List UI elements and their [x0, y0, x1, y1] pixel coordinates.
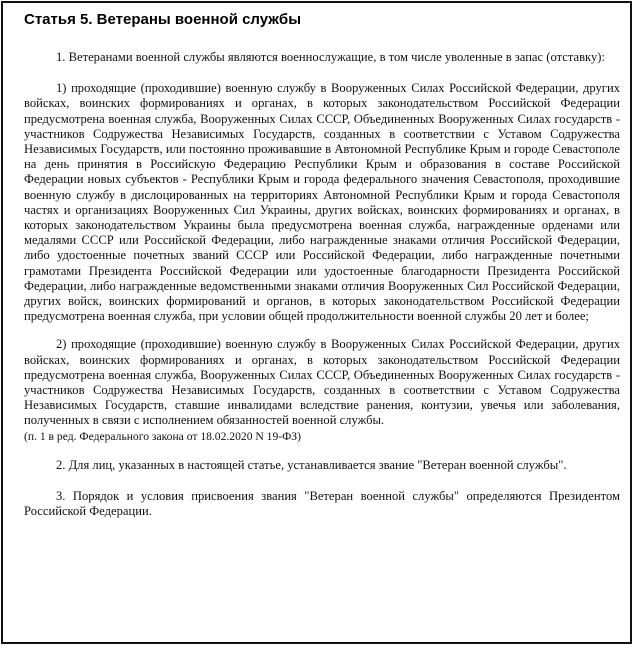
paragraph-1-item-2: 2) проходящие (проходившие) военную службу в Вооруженных Силах Российской Федерации, других войсках, воинских формированиях и органах, в которых законодательством Российской Федерации предусмотрена военная служба, Вооруженных Силах СССР, Объединенных Вооруженных Силах государств - участников Содружества Независимых Государств, созданных в соответствии с Уставом Содружества Независимых Государств, ставшие инвалидами вследствие ранения, контузии, увечья или заболевания, полученных в связи с исполнением обязанностей военной службы. [24, 337, 620, 428]
amendment-note: (п. 1 в ред. Федерального закона от 18.02.2020 N 19-ФЗ) [24, 429, 301, 443]
document-body [24, 10, 620, 519]
paragraph-3: 3. Порядок и условия присвоения звания "Ветеран военной службы" определяются Президентом Российской Федерации. [24, 488, 620, 519]
paragraph-1: 1. Ветеранами военной службы являются военнослужащие, в том числе уволенные в запас (отставку): [56, 50, 605, 64]
paragraph-1-item-1: 1) проходящие (проходившие) военную службу в Вооруженных Силах Российской Федерации, других войсках, воинских формированиях и органах, в которых законодательством Российской Федерации предусмотрена военная служба, Вооруженных Силах СССР, Объединенных Вооруженных Силах государств - участников Содружества Независимых Государств, созданных в соответствии с Уставом Содружества Независимых Государств, или постоянно проживавшие в Автономной Республике Крым и городе Севастополе на день принятия в Российскую Федерацию Республики Крым и образования в составе Российской Федерации новых субъектов - Республики Крым и города федерального значения Севастополя, проходившие военную службу в дислоцированных на территориях Автономной Республики Крым и города Севастополя частях и организациях Вооруженных Сил Украины, других войсках, воинских формированиях и органах, в которых законодательством Украины была предусмотрена военная служба, награжденные орденами или медалями СССР или Российской Федерации, либо награжденные знаками отличия Российской Федерации, либо удостоенные почетных званий СССР или Российской Федерации, либо награжденные почетными грамотами Президента Российской Федерации или удостоенные благодарности Президента Российской Федерации, либо награжденные ведомственными знаками отличия Вооруженных Сил Российской Федерации, других войск, воинских формирований и органов, в которых законодательством Российской Федерации предусмотрена военная служба, при условии общей продолжительности военной службы 20 лет и более; [24, 81, 620, 324]
document-frame [1, 1, 632, 644]
article-title: Статья 5. Ветераны военной службы [24, 11, 302, 28]
paragraph-2: 2. Для лиц, указанных в настоящей статье, устанавливается звание "Ветеран военной службы". [56, 457, 567, 472]
